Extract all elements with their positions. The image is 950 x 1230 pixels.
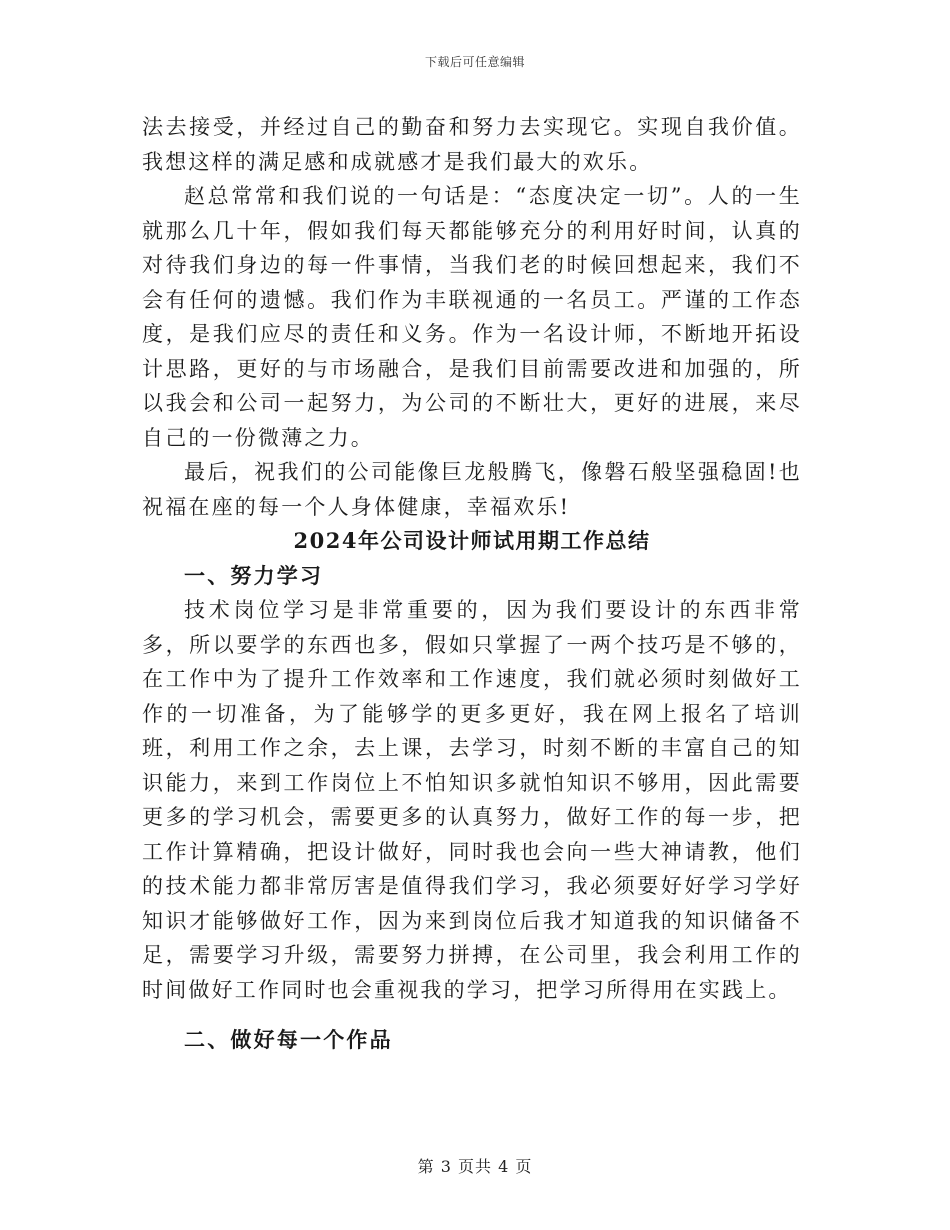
document-body [142,110,802,1058]
paragraph-closing-wishes: 最后，祝我们的公司能像巨龙般腾飞，像磐石般坚强稳固!也祝福在座的每一个人身体健康，幸福欢乐! [142,460,802,519]
section-heading-works: 二、做好每一个作品 [184,1027,393,1052]
paragraph-continuation: 法去接受，并经过自己的勤奋和努力去实现它。实现自我价值。我想这样的满足感和成就感才是我们最大的欢乐。 [142,115,802,174]
paragraph-study: 技术岗位学习是非常重要的，因为我们要设计的东西非常多，所以要学的东西也多，假如只掌握了一两个技巧是不够的，在工作中为了提升工作效率和工作速度，我们就必须时刻做好工作的一切准备，为了能够学的更多更好，我在网上报名了培训班，利用工作之余，去上课，去学习，时刻不断的丰富自己的知识能力，来到工作岗位上不怕知识多就怕知识不够用，因此需要更多的学习机会，需要更多的认真努力，做好工作的每一步，把工作计算精确，把设计做好，同时我也会向一些大神请教，他们的技术能力都非常厉害是值得我们学习，我必须要好好学习学好知识才能够做好工作，因为来到岗位后我才知道我的知识储备不足，需要学习升级，需要努力拼搏，在公司里，我会利用工作的时间做好工作同时也会重视我的学习，把学习所得用在实践上。 [142,598,802,1002]
document-title: 2024年公司设计师试用期工作总结 [293,528,651,553]
header-note: 下载后可任意编辑 [424,55,525,69]
page-number: 第 3 页共 4 页 [417,1157,533,1176]
section-heading-study: 一、努力学习 [184,562,324,588]
paragraph-attitude: 赵总常常和我们说的一句话是：“态度决定一切”。人的一生就那么几十年，假如我们每天都能够充分的利用好时间，认真的对待我们身边的每一件事情，当我们老的时候回想起来，我们不会有任何的遗憾。我们作为丰联视通的一名员工。严谨的工作态度，是我们应尽的责任和义务。作为一名设计师，不断地开拓设计思路，更好的与市场融合，是我们目前需要改进和加强的，所以我会和公司一起努力，为公司的不断壮大，更好的进展，来尽自己的一份微薄之力。 [142,184,802,450]
